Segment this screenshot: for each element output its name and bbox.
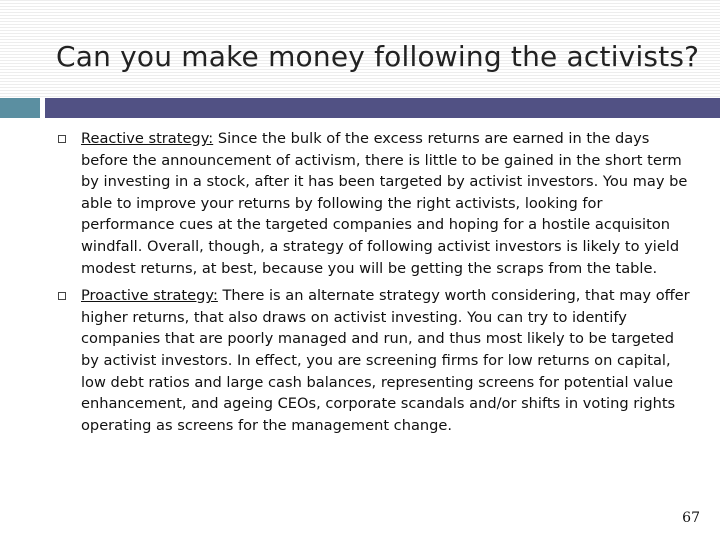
bullet-text <box>81 285 690 436</box>
slide-title: Can you make money following the activists? <box>56 40 700 73</box>
square-bullet-icon <box>58 135 66 143</box>
bullet-item-proactive <box>58 285 690 436</box>
bullet-body-reactive: Since the bulk of the excess returns are earned in the days before the announcement of activism, there is little to be gained in the short term by investing in a stock, after it has been targeted by activist investors. You may be able to improve your returns by following the right activists, looking for performance cues at the targeted companies and hoping for a hostile acquisiton windfall. Overall, though, a strategy of following activist investors is likely to yield modest returns, at best, because you will be getting the scraps from the table. <box>81 130 688 277</box>
accent-bar-navy <box>45 98 720 118</box>
bullet-lead-proactive: Proactive strategy: <box>81 287 218 305</box>
accent-bar-teal <box>0 98 40 118</box>
bullet-lead-reactive: Reactive strategy: <box>81 130 214 147</box>
square-bullet-icon <box>58 292 66 300</box>
bullet-body-proactive: There is an alternate strategy worth considering, that may offer higher returns, that also draws on activist investing. You can try to identify companies that are poorly managed and run, and thus most likely to be targeted by activist investors. In effect, you are screening firms for low returns on capital, low debt ratios and large cash balances, representing screens for potential value enhancement, and ageing CEOs, corporate scandals and/or shifts in voting rights operating as screens for the management change. <box>81 287 690 434</box>
slide-content <box>58 128 690 442</box>
bullet-text <box>81 128 690 279</box>
title-area <box>0 0 720 98</box>
bullet-item-reactive <box>58 128 690 279</box>
page-number: 67 <box>682 510 700 526</box>
